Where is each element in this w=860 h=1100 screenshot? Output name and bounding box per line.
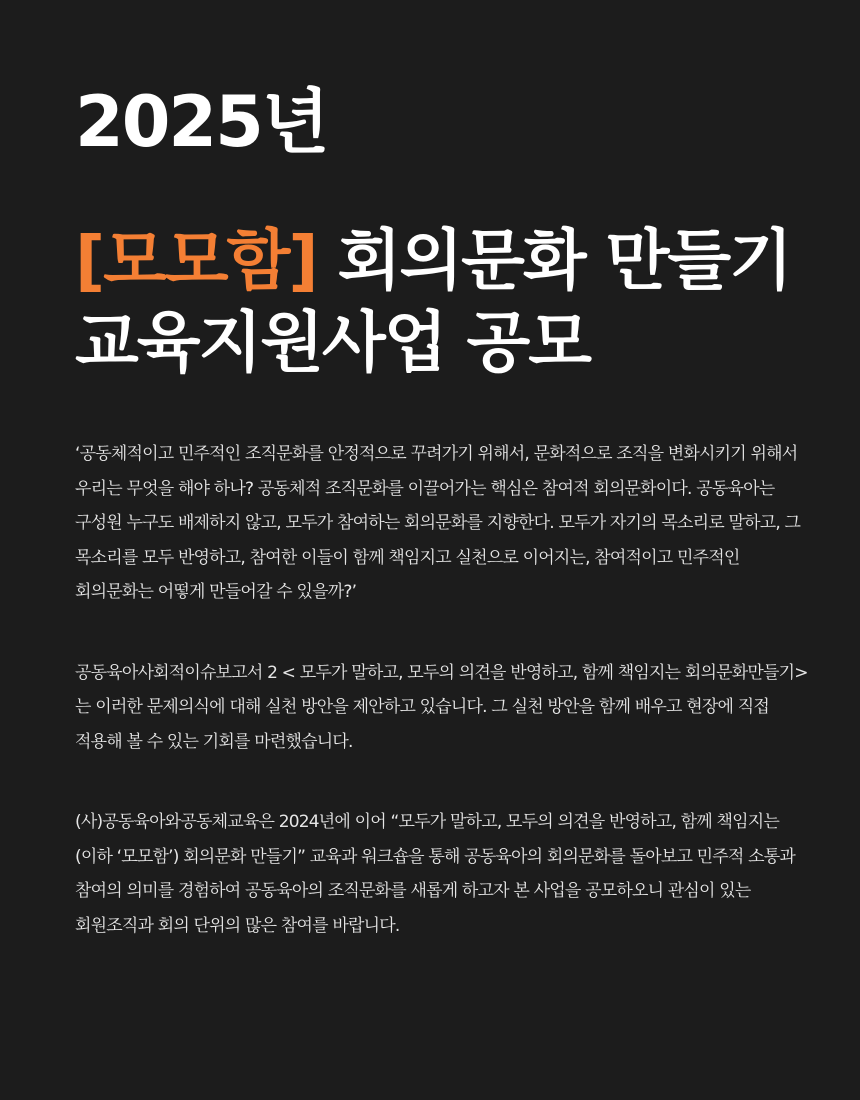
page-title (75, 220, 810, 384)
title-line-1 (75, 220, 810, 302)
paragraph-report: 공동육아사회적이슈보고서 2 < 모두가 말하고, 모두의 의견을 반영하고, 함께 책임지는 회의문화만들기>는 이러한 문제의식에 대해 실천 방안을 제안하고 있습니다. 그 실천 방안을 함께 배우고 현장에 직접 적용해 볼 수 있는 기회를 마련했습니다. (75, 662, 808, 752)
paragraph-intro-quote: ‘공동체적이고 민주적인 조직문화를 안정적으로 꾸려가기 위해서, 문화적으로 조직을 변화시키기 위해서 우리는 무엇을 해야 하나? 공동체적 조직문화를 이끌어가는 핵심은 참여적 회의문화이다. 공동육아는 구성원 누구도 배제하지 않고, 모두가 참여하는 회의문화를 지향한다. 모두가 자기의 목소리로 말하고, 그 목소리를 모두 반영하고, 참여한 이들이 함께 책임지고 실천으로 이어지는, 참여적이고 민주적인 회의문화는 어떻게 만들어갈 수 있을까?’ (75, 444, 801, 602)
title-accent: [모모함] (75, 222, 317, 299)
paragraph-call-for-participation: (사)공동육아와공동체교육은 2024년에 이어 “모두가 말하고, 모두의 의견을 반영하고, 함께 책임지는 (이하 ‘모모함’) 회의문화 만들기” 교육과 워크숍을 통해 공동육아의 회의문화를 돌아보고 민주적 소통과 참여의 의미를 경험하여 공동육아의 조직문화를 새롭게 하고자 본 사업을 공모하오니 관심이 있는 회원조직과 회의 단위의 많은 참여를 바랍니다. (75, 812, 796, 936)
title-line-1-text: 회의문화 만들기 (337, 222, 791, 299)
title-line-2: 교육지원사업 공모 (75, 304, 591, 381)
year-heading: 2025년 (75, 81, 328, 163)
body-text (75, 437, 810, 989)
